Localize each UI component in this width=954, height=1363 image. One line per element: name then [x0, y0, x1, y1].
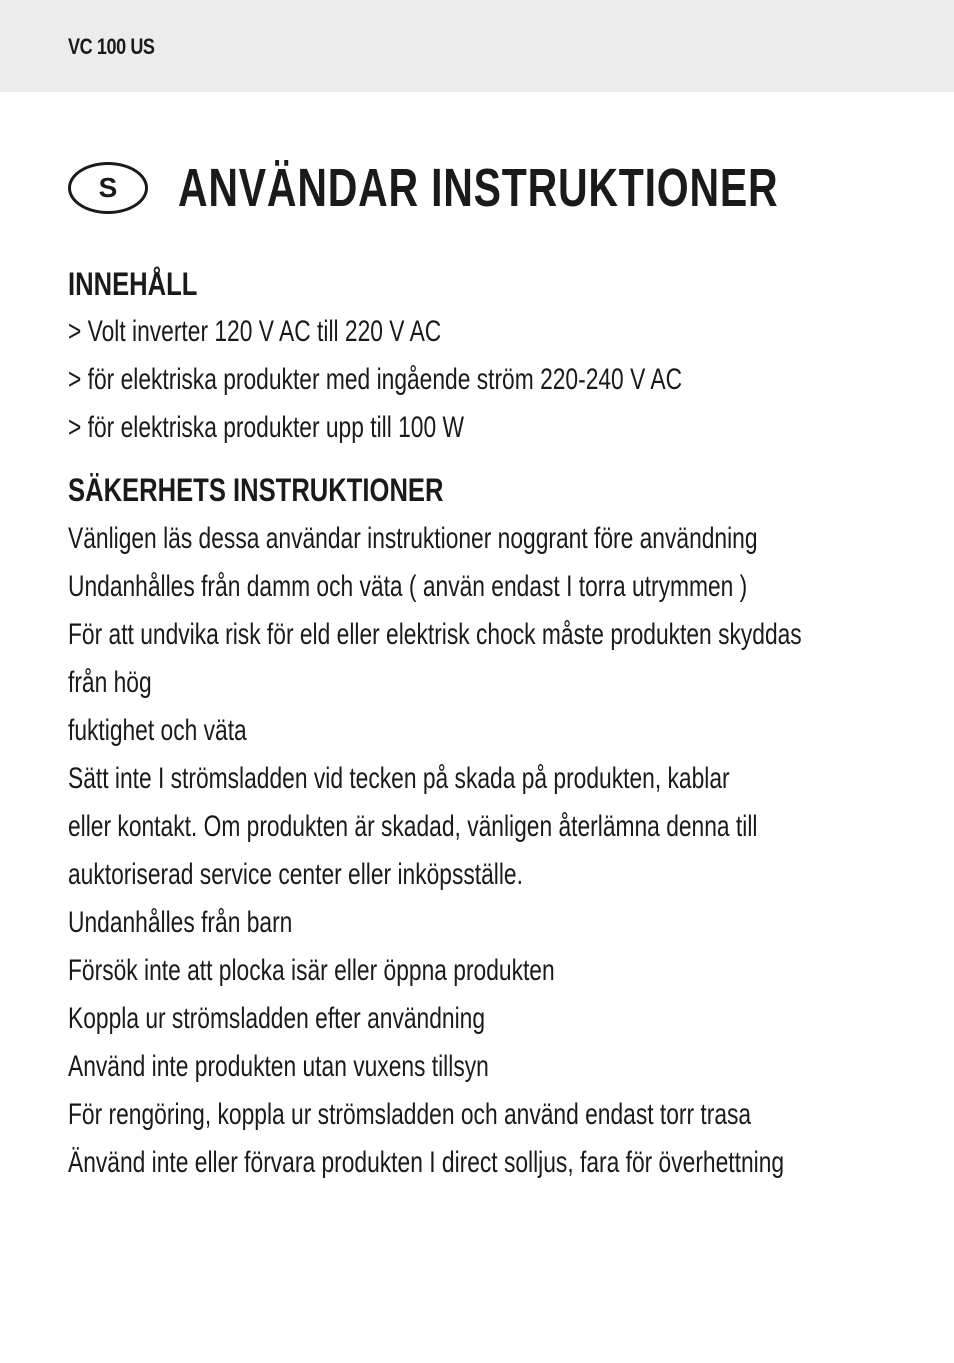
safety-line: Försök inte att plocka isär eller öppna produkten [68, 954, 555, 987]
safety-line: fuktighet och väta [68, 714, 247, 747]
safety-line: från hög [68, 666, 152, 699]
safety-line: Undanhålles från barn [68, 906, 293, 939]
safety-line: Använd inte produkten utan vuxens tillsyn [68, 1050, 489, 1083]
contents-heading: INNEHÅLL [68, 266, 198, 302]
page-title: ANVÄNDAR INSTRUKTIONER [178, 158, 779, 218]
safety-heading: SÄKERHETS INSTRUKTIONER [68, 472, 444, 508]
contents-item: > Volt inverter 120 V AC till 220 V AC [68, 315, 442, 348]
safety-line: För rengöring, koppla ur strömsladden och använd endast torr trasa [68, 1098, 752, 1131]
safety-list [68, 515, 954, 1187]
contents-item: > för elektriska produkter med ingående ström 220-240 V AC [68, 363, 683, 396]
header-band [0, 0, 954, 92]
safety-line: Undanhålles från damm och väta ( använ endast I torra utrymmen ) [68, 570, 748, 603]
safety-line: Vänligen läs dessa användar instruktioner noggrant före användning [68, 522, 758, 555]
safety-line: Änvänd inte eller förvara produkten I direct solljus, fara för överhettning [68, 1146, 785, 1179]
title-row [68, 156, 148, 220]
model-code: VC 100 US [68, 34, 155, 59]
contents-list [68, 308, 876, 452]
safety-line: auktoriserad service center eller inköpsställe. [68, 858, 523, 891]
language-badge: S [68, 162, 148, 214]
contents-item: > för elektriska produkter upp till 100 W [68, 411, 465, 444]
safety-line: eller kontakt. Om produkten är skadad, vänligen återlämna denna till [68, 810, 758, 843]
safety-line: Sätt inte I strömsladden vid tecken på skada på produkten, kablar [68, 762, 730, 795]
safety-line: För att undvika risk för eld eller elektrisk chock måste produkten skyddas [68, 618, 802, 651]
safety-line: Koppla ur strömsladden efter användning [68, 1002, 486, 1035]
